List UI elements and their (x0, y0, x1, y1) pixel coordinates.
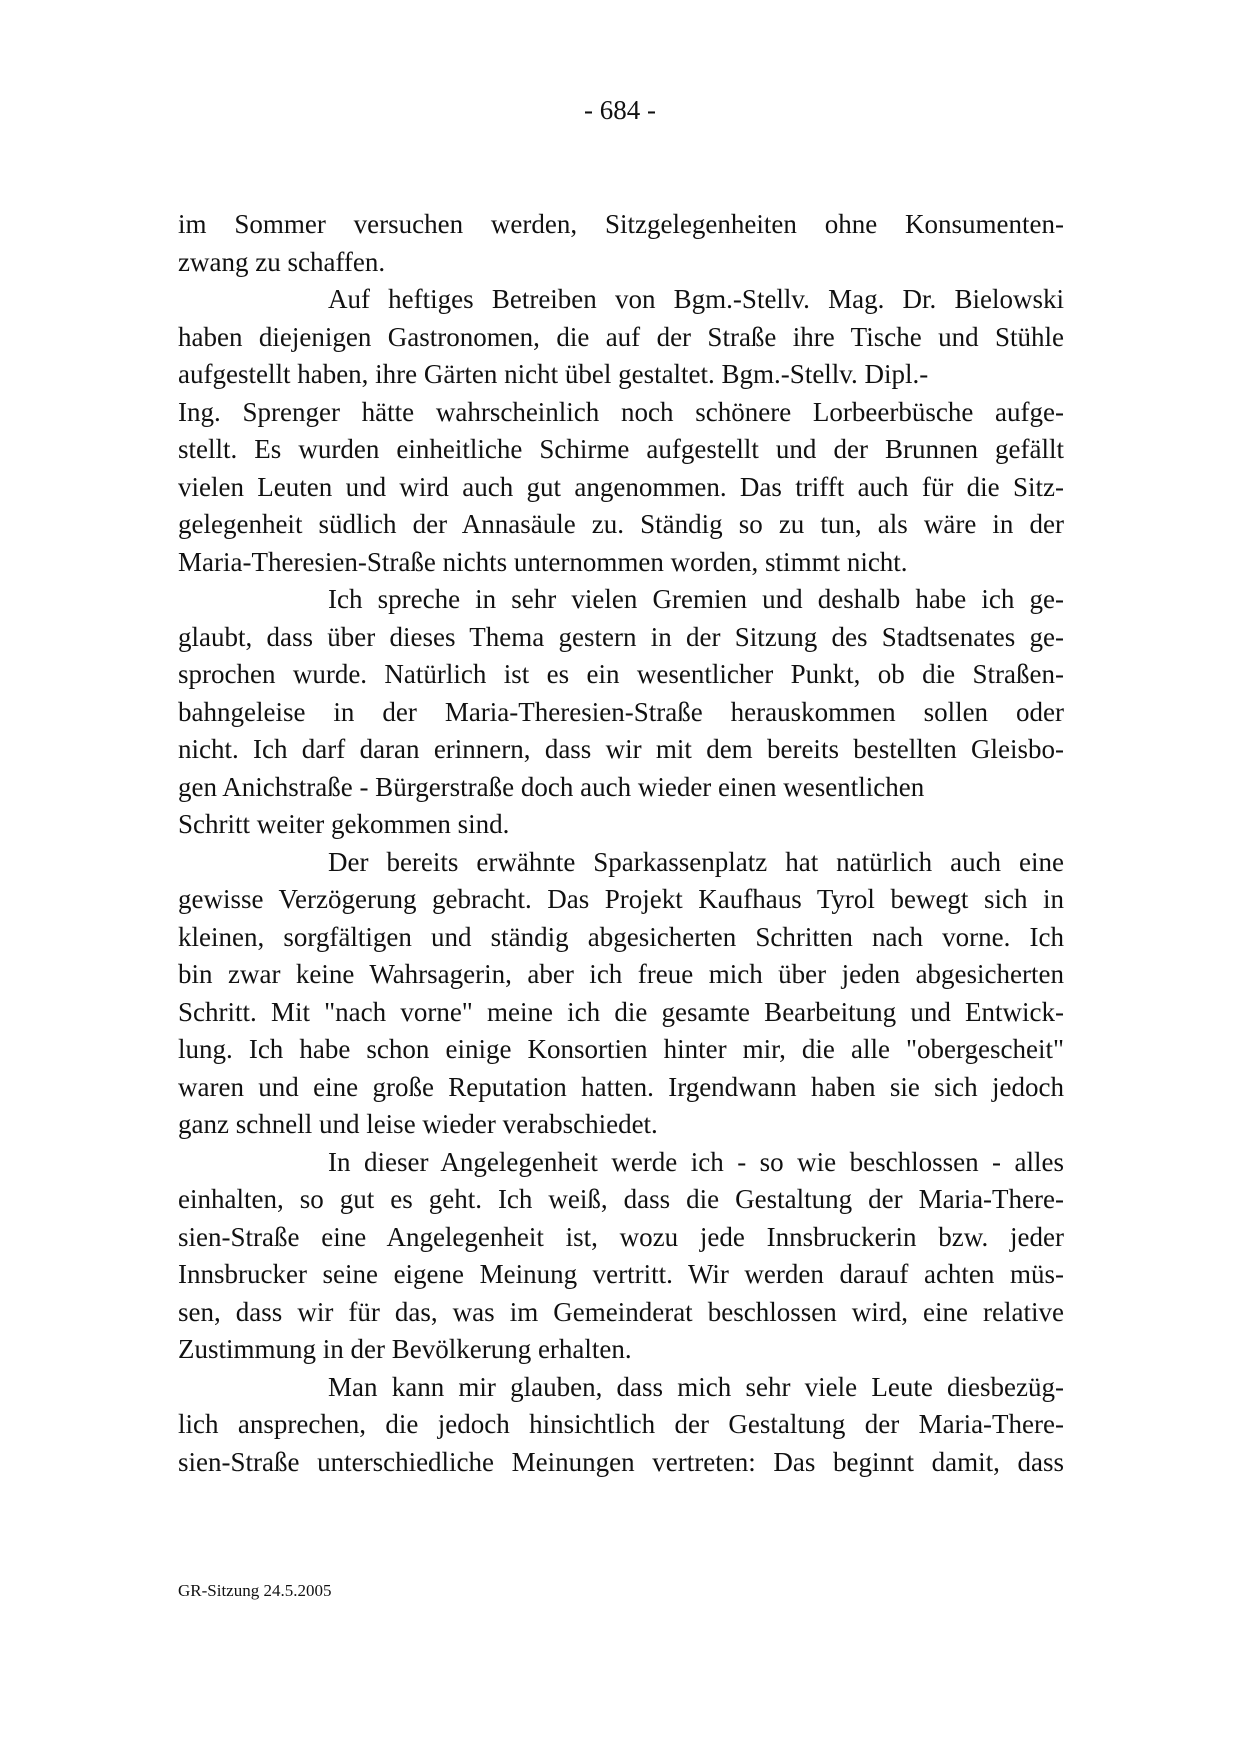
footer-session-date: GR-Sitzung 24.5.2005 (178, 1581, 332, 1600)
text-line: Zustimmung in der Bevölkerung erhalten. (178, 1334, 632, 1364)
text-line: Innsbrucker seine eigene Meinung vertritt. Wir werden darauf achten müs- (178, 1259, 1064, 1289)
text-line: kleinen, sorgfältigen und ständig abgesicherten Schritten nach vorne. Ich (178, 921, 1064, 952)
text-line: nicht. Ich darf daran erinnern, dass wir mit dem bereits bestellten Gleisbo- (178, 734, 1064, 764)
text-line: In dieser Angelegenheit werde ich - so wie beschlossen - alles (328, 1146, 1064, 1177)
text-line: im Sommer versuchen werden, Sitzgelegenheiten ohne Konsumenten- (178, 209, 1064, 239)
text-line: haben diejenigen Gastronomen, die auf der Straße ihre Tische und Stühle (178, 321, 1064, 352)
body-text (178, 206, 1064, 1481)
page-number: - 684 - (584, 95, 656, 125)
text-line: lich ansprechen, die jedoch hinsichtlich der Gestaltung der Maria-There- (178, 1409, 1064, 1439)
text-line: sprochen wurde. Natürlich ist es ein wesentlicher Punkt, ob die Straßen- (178, 659, 1064, 689)
text-line: Ich spreche in sehr vielen Gremien und deshalb habe ich ge- (328, 584, 1064, 614)
text-line: Maria-Theresien-Straße nichts unternommen worden, stimmt nicht. (178, 546, 908, 577)
text-line: stellt. Es wurden einheitliche Schirme aufgestellt und der Brunnen gefällt (178, 434, 1064, 464)
text-line: bahngeleise in der Maria-Theresien-Straße herauskommen sollen oder (178, 696, 1064, 727)
text-line: ganz schnell und leise wieder verabschiedet. (178, 1109, 658, 1139)
text-line: Ing. Sprenger hätte wahrscheinlich noch schönere Lorbeerbüsche aufge- (178, 396, 1064, 427)
text-line: bin zwar keine Wahrsagerin, aber ich freue mich über jeden abgesicherten (178, 959, 1064, 989)
text-line: einhalten, so gut es geht. Ich weiß, dass die Gestaltung der Maria-There- (178, 1184, 1064, 1214)
text-line: Man kann mir glauben, dass mich sehr viele Leute diesbezüg- (328, 1371, 1064, 1402)
text-line: Der bereits erwähnte Sparkassenplatz hat natürlich auch eine (328, 846, 1064, 877)
text-line: gelegenheit südlich der Annasäule zu. Ständig so zu tun, als wäre in der (178, 509, 1064, 539)
text-line: vielen Leuten und wird auch gut angenommen. Das trifft auch für die Sitz- (178, 471, 1064, 502)
text-line: Schritt. Mit "nach vorne" meine ich die gesamte Bearbeitung und Entwick- (178, 996, 1064, 1027)
text-line: sen, dass wir für das, was im Gemeinderat beschlossen wird, eine relative (178, 1296, 1064, 1327)
text-line: Schritt weiter gekommen sind. (178, 809, 510, 839)
text-line: glaubt, dass über dieses Thema gestern in der Sitzung des Stadtsenates ge- (178, 621, 1064, 652)
text-line: gewisse Verzögerung gebracht. Das Projekt Kaufhaus Tyrol bewegt sich in (178, 884, 1064, 914)
text-line: waren und eine große Reputation hatten. Irgendwann haben sie sich jedoch (178, 1071, 1064, 1102)
text-line: gen Anichstraße - Bürgerstraße doch auch wieder einen wesentlichen (178, 771, 925, 802)
text-line: zwang zu schaffen. (178, 246, 386, 277)
text-line: aufgestellt haben, ihre Gärten nicht übel gestaltet. Bgm.-Stellv. Dipl.- (178, 359, 929, 389)
text-line: sien-Straße eine Angelegenheit ist, wozu jede Innsbruckerin bzw. jeder (178, 1221, 1064, 1252)
text-line: lung. Ich habe schon einige Konsortien hinter mir, die alle "obergescheit" (178, 1034, 1064, 1064)
text-line: Auf heftiges Betreiben von Bgm.-Stellv. Mag. Dr. Bielowski (328, 284, 1064, 314)
text-line: sien-Straße unterschiedliche Meinungen vertreten: Das beginnt damit, dass (178, 1446, 1064, 1477)
